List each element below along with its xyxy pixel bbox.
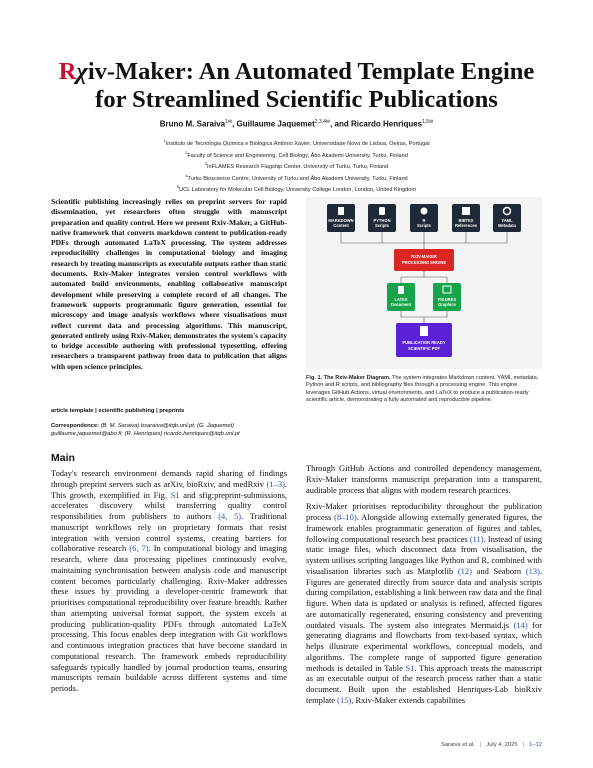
node-sublabel: Scripts xyxy=(375,223,389,228)
citation-link[interactable]: (11) xyxy=(469,533,484,544)
citation-link[interactable]: (14) xyxy=(513,619,528,630)
body-paragraph: Through GitHub Actions and controlled dependency management, Rxiv-Maker transforms manuscript preparation into a transparent, auditable process that aligns with modern research practices. xyxy=(306,463,542,495)
body-text: . This approach treats the manuscript as an executable output of the research process rather than a static document. Built upon the established Henriques-Lab bioRxiv template xyxy=(306,662,543,705)
node-sublabel: Metadata xyxy=(498,223,516,228)
author-affil: 1,5✉ xyxy=(422,119,434,125)
node-sublabel: Graphics xyxy=(438,302,456,307)
r-script-icon xyxy=(421,208,428,215)
author-affil: 2,3,4✉ xyxy=(314,119,331,125)
author-name[interactable]: Ricardo Henriques xyxy=(350,119,423,129)
body-paragraph xyxy=(306,501,542,705)
title-chi: χ xyxy=(76,58,88,85)
author-list xyxy=(0,119,593,129)
affiliation-item xyxy=(0,137,593,149)
affiliation-list xyxy=(0,137,593,195)
page-footer xyxy=(0,742,593,748)
final-node xyxy=(396,323,452,357)
bibtex-icon xyxy=(462,207,470,215)
author-name[interactable]: Guillaume Jaquemet xyxy=(236,119,315,129)
body-text: . Instead of using static image files, which disconnect data from visualisation, the system utilises scripting languages like Python and R, combined with visualisation libraries such as Matplotlib xyxy=(306,533,542,576)
main-text-left xyxy=(51,468,287,694)
footer-separator: | xyxy=(522,742,525,748)
footer-authors: Saraiva et al. xyxy=(440,742,475,748)
output-node xyxy=(387,283,415,311)
input-node xyxy=(493,204,521,232)
correspondence-label: Correspondence: xyxy=(51,423,99,429)
paper-title xyxy=(0,58,593,114)
body-text: and Seaborn xyxy=(471,565,526,576)
pdf-icon xyxy=(420,326,428,336)
body-text: Rxiv-Maker prioritises reproducibility throughout the publication process xyxy=(306,501,542,522)
footer-separator: | xyxy=(479,742,482,748)
caption-text: The system integrates Markdown content, YAML metadata, Python and R scripts, and bibliography files through a processing engine. This engine leverages GitHub Actions, virtual environments, and LaTeX to produce a publication-ready scientific article, demonstrating a fully automated and reproducible pipeline. xyxy=(306,375,539,404)
output-node xyxy=(433,283,461,311)
node-label: PYTHON xyxy=(373,218,391,223)
author-affil: 1✉ xyxy=(225,119,233,125)
node-label: R xyxy=(422,218,426,223)
citation-link[interactable]: (15) xyxy=(337,694,352,705)
correspondence xyxy=(51,422,287,438)
body-text: Today's research environment demands rapid sharing of findings through preprint servers such as arXiv, bioRxiv, and medRxiv xyxy=(51,468,287,489)
body-text: . This growth, exemplified in Fig. xyxy=(51,478,287,500)
body-text: . In computational biology and imaging research, where data processing pipelines continuously evolve, maintaining synchronisation between analysis code and manuscript content becomes particularly challenging. Rxiv-Maker addresses these issues by providing a developer-centric framework that prioritises computational reproducibility over feature breadth. Rather than attempting universal format support, the system excels at producing publication-quality PDFs through automated LaTeX processing. This focus enables deep integration with Git workflows and continuous integration practices that have become standard in computational research. The framework embeds reproducibility safeguards typically handled by journal production teams, ensuring manuscripts remain buildable across different systems and time periods. xyxy=(51,543,287,693)
title-rest: iv-Maker: An Automated Template Engine xyxy=(87,58,535,85)
pipeline-diagram xyxy=(306,197,542,369)
body-text: . Alongside allowing externally generated figures, the framework enables programmatic generation of figures and tables, following computational research best practices xyxy=(306,512,542,544)
keywords: article template | scientific publishing | preprints xyxy=(51,408,185,414)
author-name[interactable]: Bruno M. Saraiva xyxy=(159,119,226,129)
affiliation-item xyxy=(0,149,593,161)
citation-link[interactable]: (8–10) xyxy=(334,512,357,522)
affiliation-text: UCL Laboratory for Molecular Cell Biology, University College London, London, United Kingdom xyxy=(179,187,417,194)
node-sublabel: PROCESSING ENGINE xyxy=(401,260,447,265)
author-joiner: , xyxy=(232,119,237,129)
affiliation-item xyxy=(0,172,593,184)
body-text: . Traditional manuscript workflows rely on proprietary formats that resist integration with version control systems, creating barriers for collaborative research xyxy=(51,511,287,554)
affiliation-number: 3 xyxy=(204,161,207,167)
node-label: PUBLICATION READY xyxy=(402,340,446,345)
main-text-right xyxy=(306,463,542,712)
latex-doc-icon xyxy=(398,286,404,294)
node-sublabel: Content xyxy=(333,223,349,228)
node-label: RXIV-MAKER xyxy=(411,254,437,259)
input-node xyxy=(327,204,355,232)
node-label: FIGURES xyxy=(437,297,457,302)
caption-label: Fig. 1. The Rxiv-Maker Diagram. xyxy=(306,375,391,381)
author-joiner: , and xyxy=(330,119,351,129)
affiliation-text: InFLAMES Research Flagship Center, University of Turku, Turku, Finland xyxy=(206,163,389,170)
body-text: for generating diagrams and flowcharts from text-based syntax, which helps illustrate experimental workflows, conceptual models, and algorithms. The complete range of supported figure generation methods is detailed in Table xyxy=(306,619,542,673)
citation-link[interactable]: (13) xyxy=(525,565,540,576)
section-heading-main: Main xyxy=(51,452,75,464)
node-label: LATEX xyxy=(394,297,408,302)
input-node xyxy=(452,204,480,232)
node-sublabel: SCIENTIFIC PDF xyxy=(407,346,441,351)
table-ref-link[interactable]: S1 xyxy=(405,662,415,673)
body-text: and sfig:preprint-submissions, accelerates discovery whilst transferring quality control responsibilities from publishers to authors xyxy=(51,489,287,521)
affiliation-item xyxy=(0,160,593,172)
affiliation-text: Faculty of Science and Engineering, Cell Biology, Åbo Akademi University, Turku, Finland xyxy=(187,152,408,159)
body-text: . Figures are generated directly from source data and analysis scripts during compilation, establishing a link between raw data and the final figure. When data is updated or analysis is refined, affected figures are automatically regenerated, ensuring consistency and preventing outdated visuals. The system also integrates Mermaid.js xyxy=(306,565,542,630)
footer-pages: 1–12 xyxy=(529,742,542,748)
figure-1 xyxy=(306,197,542,369)
node-sublabel: References xyxy=(454,223,478,228)
body-text: , Rxiv-Maker extends capabilities xyxy=(351,694,466,705)
node-sublabel: Scripts xyxy=(417,223,431,228)
title-line2: for Streamlined Scientific Publications xyxy=(95,86,498,113)
abstract: Scientific publishing increasingly relies on preprint servers for rapid dissemination, yet researchers often struggle with manuscript preparation and quality control. Here we present Rxiv-Maker, a GitHub-native framework that converts markdown content to publication-ready PDFs through automated LaTeX processing. The system addresses reproducibility challenges in computational biology and imaging research by treating manuscripts as executable outputs rather than static documents. Rxiv-Maker integrates version control workflows with automated build environments, enabling collaborative manuscript development while preserving a complete record of all changes. The framework supports programmatic figure generation, essential for microscopy and image analysis workflows where visualisations must reflect current data and processing algorithms. This manuscript, generated entirely using Rxiv-Maker, demonstrates the system's capacity to bridge accessible authoring with professional typesetting, offering researchers a transparent pathway from data to publication that aligns with open science principles. xyxy=(51,197,287,371)
citation-link[interactable]: (1–3) xyxy=(266,478,285,489)
affiliation-number: 2 xyxy=(185,149,188,155)
footer-date: July 4, 2025 xyxy=(486,742,518,748)
input-node xyxy=(410,204,438,232)
node-label: YAML xyxy=(501,218,513,223)
engine-node xyxy=(394,249,454,271)
python-icon xyxy=(379,207,385,215)
affiliation-number: 5 xyxy=(176,184,180,190)
correspondence-emails[interactable]: (B. M. Saraiva) bsaraiva@itqb.unl.pt; (G. Jaquemet) guillaume.jaquemet@abo.fi; (R. Henriques) ricardo.henriques@itqb.unl.pt xyxy=(51,423,240,437)
affiliation-number: 4 xyxy=(185,172,188,178)
affiliation-text: Turku Bioscience Centre, University of Turku and Åbo Akademi University, Turku, Finland xyxy=(187,175,408,182)
citation-link[interactable]: (12) xyxy=(457,565,472,576)
title-prefix: R xyxy=(58,58,77,85)
figure-ref-link[interactable]: S1 xyxy=(170,489,180,500)
affiliation-number: 1 xyxy=(163,138,166,143)
citation-link[interactable]: (4, 5) xyxy=(218,511,242,521)
affiliation-item xyxy=(0,183,593,195)
node-label: MARKDOWN xyxy=(328,218,354,223)
input-node xyxy=(368,204,396,232)
node-sublabel: Document xyxy=(390,302,412,307)
node-label: BIBTEX xyxy=(458,218,474,223)
citation-link[interactable]: (6, 7) xyxy=(129,543,149,554)
document-icon xyxy=(338,207,344,215)
figure-caption xyxy=(306,375,542,405)
affiliation-text: Instituto de Tecnologia Química e Biológica António Xavier, Universidade Nova de Lisboa, Oeiras, Portugal xyxy=(165,140,430,147)
